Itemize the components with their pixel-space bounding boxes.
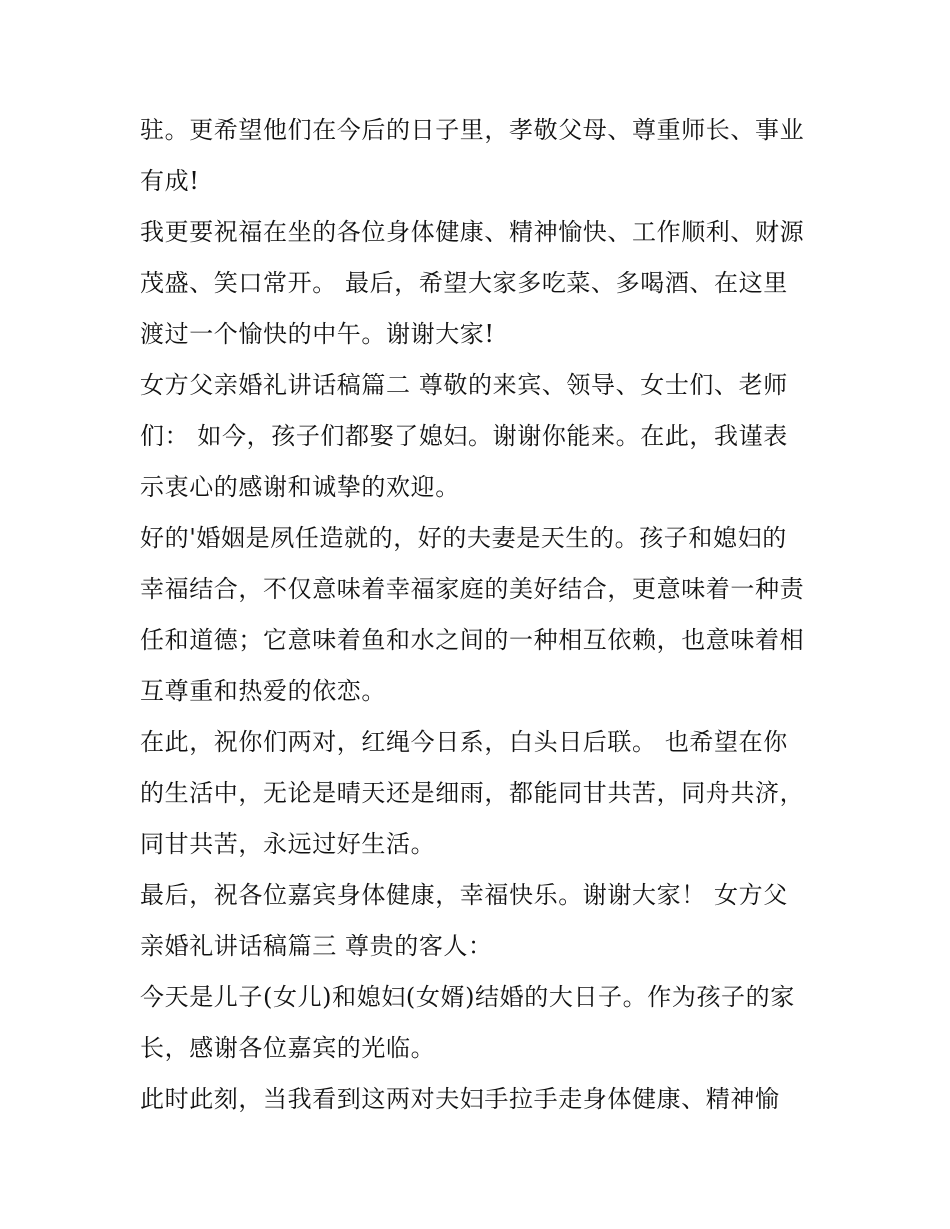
text-line: 我更要祝福在坐的各位身体健康、精神愉快、工作顺利、财源 — [140, 218, 805, 246]
text-line: 们： 如今，孩子们都娶了媳妇。谢谢你能来。在此，我谨表 — [140, 422, 788, 450]
text-line: 好的'婚姻是夙任造就的，好的夫妻是天生的。孩子和媳妇的 — [140, 524, 787, 552]
text-line: 互尊重和热爱的依恋。 — [140, 677, 386, 705]
text-line: 的生活中，无论是晴天还是细雨，都能同甘共苦，同舟共济， — [140, 779, 805, 807]
text-line: 幸福结合，不仅意味着幸福家庭的美好结合，更意味着一种责 — [140, 575, 805, 603]
text-line: 茂盛、笑口常开。 最后，希望大家多吃菜、多喝酒、在这里 — [140, 269, 788, 297]
text-line: 驻。更希望他们在今后的日子里，孝敬父母、尊重师长、事业 — [140, 116, 805, 144]
text-line: 有成! — [140, 167, 200, 195]
text-line: 在此，祝你们两对，红绳今日系，白头日后联。 也希望在你 — [140, 728, 788, 756]
text-line: 女方父亲婚礼讲话稿篇二 尊敬的来宾、领导、女士们、老师 — [140, 371, 788, 399]
text-line: 渡过一个愉快的中午。谢谢大家! — [140, 320, 495, 348]
text-line: 最后，祝各位嘉宾身体健康，幸福快乐。谢谢大家！ 女方父 — [140, 881, 788, 909]
document-body — [140, 105, 820, 1125]
text-line: 此时此刻，当我看到这两对夫妇手拉手走身体健康、精神愉 — [140, 1085, 780, 1113]
text-line: 长，感谢各位嘉宾的光临。 — [140, 1034, 436, 1062]
text-line: 示衷心的感谢和诚挚的欢迎。 — [140, 473, 460, 501]
text-line: 同甘共苦，永远过好生活。 — [140, 830, 436, 858]
text-line: 任和道德；它意味着鱼和水之间的一种相互依赖，也意味着相 — [140, 626, 805, 654]
text-line: 亲婚礼讲话稿篇三 尊贵的客人： — [140, 932, 493, 960]
text-line: 今天是儿子(女儿)和媳妇(女婿)结婚的大日子。作为孩子的家 — [140, 983, 795, 1011]
